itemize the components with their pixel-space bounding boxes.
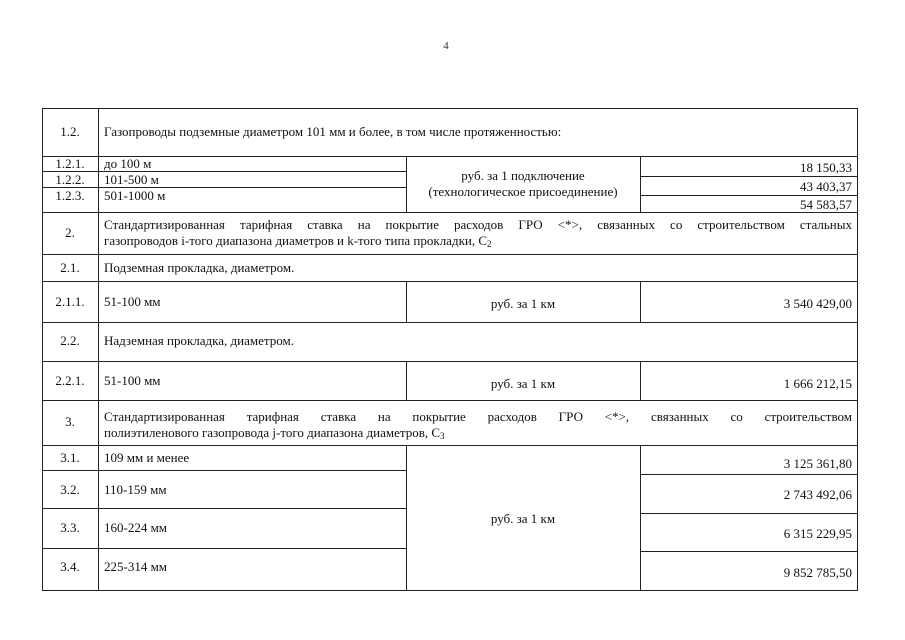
row-number: 2.2.1.	[55, 373, 85, 388]
table-line	[42, 361, 858, 362]
unit-label: руб. за 1 км	[490, 296, 556, 311]
value-cell: 3 540 429,00	[783, 296, 852, 311]
table-line	[857, 108, 858, 591]
row-text-line	[104, 234, 492, 248]
value-cell: 2 743 492,06	[783, 487, 852, 502]
row-text: Стандартизированная тарифная ставка на покрытие расходов ГРО <*>, связанных со строительством стальных	[104, 217, 852, 232]
row-text: 225-314 мм	[104, 559, 168, 574]
table-line	[42, 445, 858, 446]
table-line	[42, 470, 406, 471]
row-number: 3.2.	[60, 482, 80, 497]
table-line	[42, 548, 406, 549]
row-text: 109 мм и менее	[104, 450, 190, 465]
table-line	[640, 551, 858, 552]
unit-label: (технологическое присоединение)	[428, 184, 618, 199]
value-cell: 9 852 785,50	[783, 565, 852, 580]
row-number: 3.1.	[60, 450, 80, 465]
table-line	[98, 108, 99, 591]
row-text-line	[104, 410, 852, 424]
unit-label: руб. за 1 км	[490, 376, 556, 391]
table-line	[42, 590, 858, 591]
row-number: 2.2.	[60, 333, 80, 348]
table-line	[42, 171, 406, 172]
row-number: 2.	[65, 225, 75, 240]
row-number: 1.2.2.	[55, 172, 85, 187]
row-text: газопроводов i-того диапазона диаметров и k-того типа прокладки, C	[104, 233, 488, 248]
row-number: 3.3.	[60, 520, 80, 535]
row-number: 3.	[65, 414, 75, 429]
row-text: до 100 м	[104, 156, 152, 171]
value-cell: 43 403,37	[800, 179, 852, 194]
page-number: 4	[443, 40, 449, 52]
row-text: 51-100 мм	[104, 294, 161, 309]
table-line	[42, 400, 858, 401]
table-line	[42, 508, 406, 509]
row-number: 1.2.3.	[55, 188, 85, 203]
table-line	[42, 108, 858, 109]
row-text: Стандартизированная тарифная ставка на покрытие расходов ГРО <*>, связанных со строительством	[104, 409, 852, 424]
row-text-line	[104, 218, 852, 232]
table-line	[42, 187, 406, 188]
row-text: Надземная прокладка, диаметром.	[104, 333, 294, 348]
row-number: 1.2.1.	[55, 156, 85, 171]
value-cell: 54 583,57	[800, 197, 852, 212]
subscript: 2	[487, 239, 492, 249]
row-number: 3.4.	[60, 559, 80, 574]
row-text: Газопроводы подземные диаметром 101 мм и более, в том числе протяженностью:	[104, 124, 562, 139]
table-line	[42, 254, 858, 255]
row-text: 110-159 мм	[104, 482, 167, 497]
subscript: 3	[440, 431, 445, 441]
row-text: 501-1000 м	[104, 188, 166, 203]
value-cell: 6 315 229,95	[783, 526, 852, 541]
table-line	[640, 195, 858, 196]
value-cell: 1 666 212,15	[783, 376, 852, 391]
value-cell: 18 150,33	[800, 160, 852, 175]
row-text: Подземная прокладка, диаметром.	[104, 260, 295, 275]
row-text: 51-100 мм	[104, 373, 161, 388]
table-line	[42, 212, 858, 213]
row-number: 1.2.	[60, 124, 80, 139]
row-text-line	[104, 426, 445, 440]
row-text: 101-500 м	[104, 172, 159, 187]
table-line	[640, 513, 858, 514]
value-cell: 3 125 361,80	[783, 456, 852, 471]
table-line	[42, 281, 858, 282]
row-text: полиэтиленового газопровода j-того диапазона диаметров, C	[104, 425, 441, 440]
unit-label: руб. за 1 подключение	[461, 168, 585, 183]
table-line	[42, 156, 858, 157]
table-line	[42, 322, 858, 323]
row-number: 2.1.	[60, 260, 80, 275]
unit-label: руб. за 1 км	[490, 511, 556, 526]
table-line	[640, 474, 858, 475]
table-line	[640, 176, 858, 177]
row-number: 2.1.1.	[55, 294, 85, 309]
row-text: 160-224 мм	[104, 520, 168, 535]
